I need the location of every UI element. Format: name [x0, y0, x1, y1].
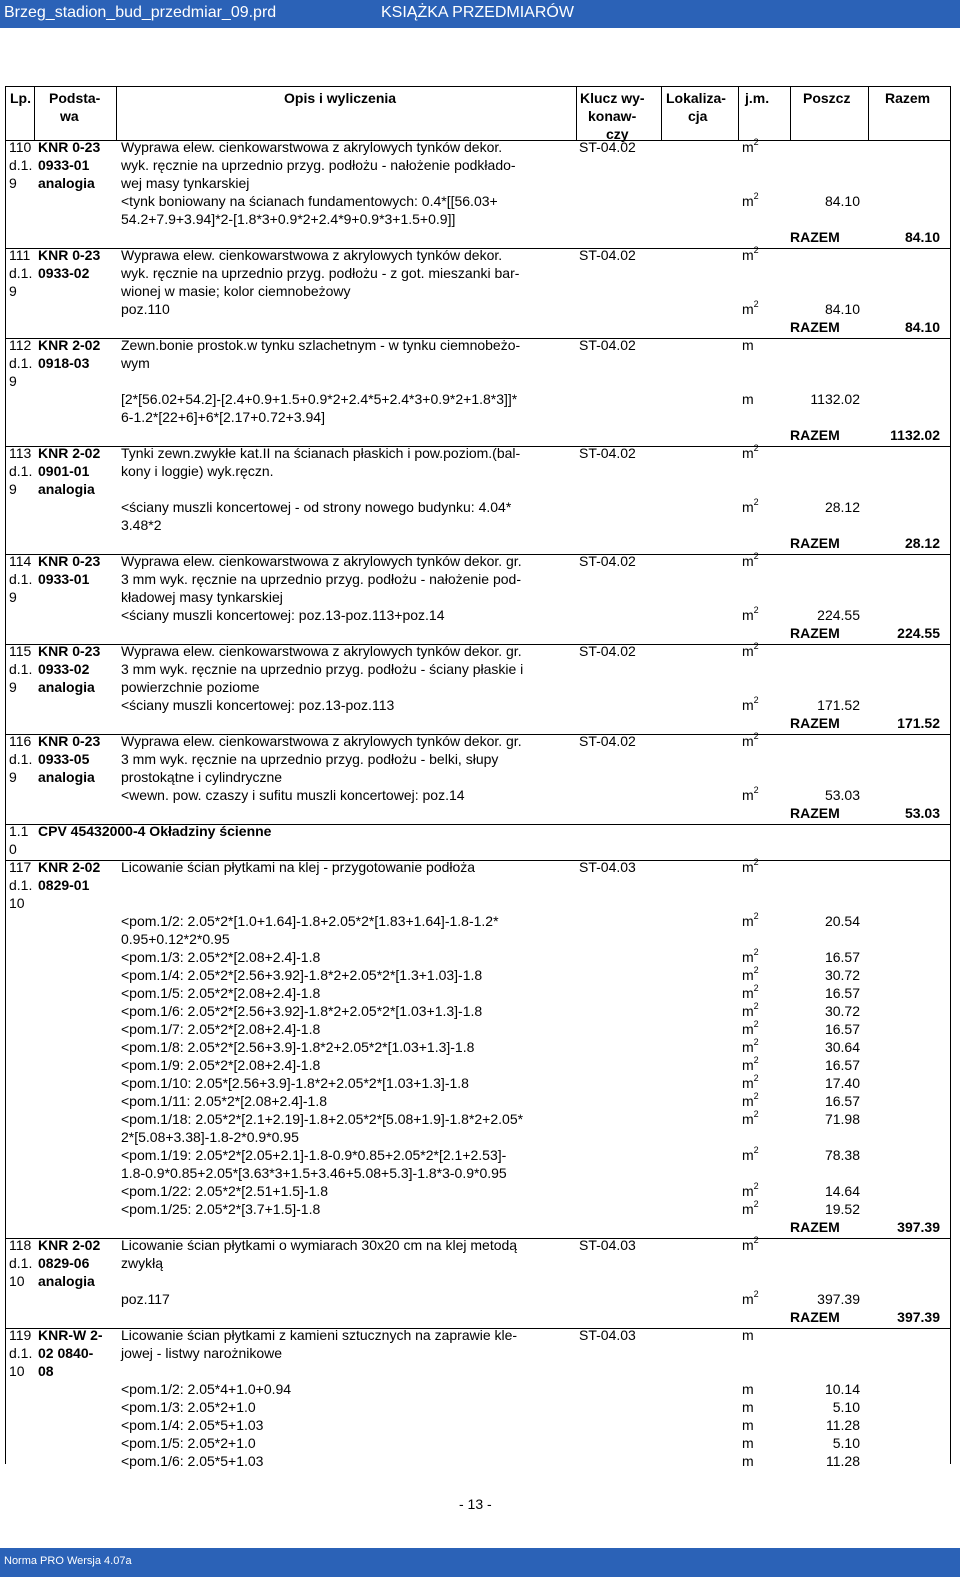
- description-line: kładowej masy tynkarskiej: [121, 589, 283, 605]
- partial-quantity: 5.10: [832, 1399, 860, 1415]
- partial-quantity: 20.54: [824, 913, 860, 929]
- header-podstawa-1: Podsta-: [49, 90, 101, 106]
- header-poszcz: Poszcz: [803, 90, 851, 106]
- header-klucz-2: konaw-: [588, 108, 637, 124]
- lp-cell: d.1.: [9, 751, 33, 767]
- lp-cell: 116: [9, 733, 32, 749]
- razem-value: 84.10: [904, 319, 940, 335]
- unit-cell: [742, 1092, 759, 1110]
- row-separator: [5, 140, 951, 141]
- podstawa-cell: analogia: [38, 1273, 95, 1289]
- partial-quantity: 16.57: [824, 1021, 860, 1037]
- partial-quantity: 84.10: [824, 193, 860, 209]
- description-line: <pom.1/19: 2.05*2*[2.05+2.1]-1.8-0.9*0.85+2.05*2*[2.1+2.53]-: [121, 1147, 507, 1163]
- lp-cell: 0: [9, 841, 17, 857]
- description-line: 3.48*2: [121, 517, 162, 533]
- lp-cell: d.1.: [9, 877, 33, 893]
- description-line: <ściany muszli koncertowej - od strony nowego budynku: 4.04*: [121, 499, 512, 515]
- unit-exponent: 2: [753, 947, 759, 957]
- unit-cell-text: m: [742, 913, 754, 929]
- unit-exponent: 2: [753, 911, 759, 921]
- unit-cell: [742, 1110, 759, 1128]
- podstawa-cell: KNR 0-23: [38, 247, 101, 263]
- partial-quantity: 19.52: [824, 1201, 860, 1217]
- description-line: 3 mm wyk. ręcznie na uprzednio przyg. podłożu - ściany płaskie i: [121, 661, 524, 677]
- description-line: <pom.1/9: 2.05*2*[2.08+2.4]-1.8: [121, 1057, 321, 1073]
- software-version: Norma PRO Wersja 4.07a: [4, 1555, 132, 1567]
- lp-cell: 119: [9, 1327, 32, 1343]
- header-lokalizacja-2: cja: [688, 108, 708, 124]
- podstawa-cell: KNR 0-23: [38, 733, 101, 749]
- lp-cell: d.1.: [9, 157, 33, 173]
- razem-label: RAZEM: [790, 715, 840, 731]
- razem-label: RAZEM: [790, 1219, 840, 1235]
- unit-cell: m: [742, 1327, 754, 1343]
- description-line: <pom.1/6: 2.05*2*[2.56+3.92]-1.8*2+2.05*2*[1.03+1.3]-1.8: [121, 1003, 483, 1019]
- description-line: <pom.1/3: 2.05*2*[2.08+2.4]-1.8: [121, 949, 321, 965]
- header-col-divider: [34, 86, 35, 140]
- description-line: <pom.1/8: 2.05*2*[2.56+3.9]-1.8*2+2.05*2*[1.03+1.3]-1.8: [121, 1039, 475, 1055]
- unit-cell: [742, 786, 759, 804]
- header-jm: j.m.: [745, 90, 770, 106]
- unit-cell-text: m: [742, 967, 754, 983]
- lp-cell: 114: [9, 553, 32, 569]
- row-separator: [5, 554, 951, 555]
- description-line: Wyprawa elew. cienkowarstwowa z akrylowych tynków dekor.: [121, 139, 503, 155]
- partial-quantity: 17.40: [824, 1075, 860, 1091]
- podstawa-cell: analogia: [38, 769, 95, 785]
- podstawa-cell: KNR-W 2-: [38, 1327, 103, 1343]
- razem-value: 53.03: [904, 805, 940, 821]
- description-line: <ściany muszli koncertowej: poz.13-poz.113: [121, 697, 395, 713]
- lp-cell: 9: [9, 589, 17, 605]
- lp-cell: 10: [9, 895, 25, 911]
- row-separator: [5, 248, 951, 249]
- unit-cell-text: m: [742, 1291, 754, 1307]
- unit-cell-text: m: [742, 949, 754, 965]
- description-line: Tynki zewn.zwykłe kat.II na ścianach płaskich i pow.poziom.(bal-: [121, 445, 521, 461]
- partial-quantity: 28.12: [824, 499, 860, 515]
- unit-cell-text: m: [742, 697, 754, 713]
- partial-quantity: 53.03: [824, 787, 860, 803]
- unit-cell-text: m: [742, 1003, 754, 1019]
- unit-cell-text: m: [742, 1237, 754, 1253]
- description-line: <pom.1/2: 2.05*2*[1.0+1.64]-1.8+2.05*2*[1.83+1.64]-1.8-1.2*: [121, 913, 499, 929]
- row-separator: [5, 446, 951, 447]
- unit-cell-text: m: [742, 607, 754, 623]
- podstawa-cell: KNR 0-23: [38, 139, 101, 155]
- podstawa-cell: 0933-01: [38, 571, 90, 587]
- unit-cell-text: m: [742, 733, 754, 749]
- description-line: <tynk boniowany na ścianach fundamentowych: 0.4*[[56.03+: [121, 193, 498, 209]
- unit-cell: [742, 606, 759, 624]
- lp-cell: 117: [9, 859, 32, 875]
- table-right-border: [950, 86, 951, 1464]
- description-line: <pom.1/11: 2.05*2*[2.08+2.4]-1.8: [121, 1093, 328, 1109]
- book-title: KSIĄŻKA PRZEDMIARÓW: [381, 4, 574, 21]
- description-line: wym: [121, 355, 150, 371]
- unit-cell: [742, 1056, 759, 1074]
- lp-cell: 111: [9, 247, 31, 263]
- description-line: 1.8-0.9*0.85+2.05*[3.63*3+1.5+3.46+5.08+5.3]-1.8*3-0.9*0.95: [121, 1165, 507, 1181]
- unit-cell: [742, 1038, 759, 1056]
- lp-cell: 10: [9, 1363, 25, 1379]
- description-line: Licowanie ścian płytkami na klej - przygotowanie podłoża: [121, 859, 476, 875]
- unit-exponent: 2: [753, 731, 759, 741]
- description-line: [2*[56.02+54.2]-[2.4+0.9+1.5+0.9*2+2.4*5+2.4*3+0.9*2+1.8*3]]*: [121, 391, 518, 407]
- razem-value: 84.10: [904, 229, 940, 245]
- unit-cell: [742, 1074, 759, 1092]
- unit-cell: [742, 498, 759, 516]
- partial-quantity: 171.52: [817, 697, 860, 713]
- unit-cell-text: m: [742, 1075, 754, 1091]
- razem-value: 28.12: [904, 535, 940, 551]
- description-line: <wewn. pow. czaszy i sufitu muszli koncertowej: poz.14: [121, 787, 465, 803]
- unit-exponent: 2: [753, 785, 759, 795]
- description-line: <pom.1/4: 2.05*5+1.03: [121, 1417, 264, 1433]
- unit-exponent: 2: [753, 965, 759, 975]
- description-line: <pom.1/10: 2.05*[2.56+3.9]-1.8*2+2.05*2*[1.03+1.3]-1.8: [121, 1075, 469, 1091]
- description-line: 3 mm wyk. ręcznie na uprzednio przyg. podłożu - belki, słupy: [121, 751, 499, 767]
- spec-key: ST-04.03: [579, 1327, 636, 1343]
- unit-exponent: 2: [753, 1145, 759, 1155]
- description-line: 3 mm wyk. ręcznie na uprzednio przyg. podłożu - nałożenie pod-: [121, 571, 521, 587]
- unit-cell: m: [742, 1453, 754, 1469]
- podstawa-cell: 0933-02: [38, 661, 90, 677]
- unit-exponent: 2: [753, 497, 759, 507]
- unit-cell: m: [742, 391, 754, 407]
- description-line: <pom.1/3: 2.05*2+1.0: [121, 1399, 256, 1415]
- header-col-divider: [576, 86, 577, 140]
- lp-cell: 9: [9, 679, 17, 695]
- description-line: 2*[5.08+3.38]-1.8-2*0.9*0.95: [121, 1129, 299, 1145]
- description-line: 6-1.2*[22+6]+6*[2.17+0.72+3.94]: [121, 409, 325, 425]
- unit-exponent: 2: [753, 1055, 759, 1065]
- razem-value: 1132.02: [890, 427, 940, 443]
- unit-cell: m: [742, 1399, 754, 1415]
- unit-cell-text: m: [742, 1201, 754, 1217]
- header-col-divider: [661, 86, 662, 140]
- unit-cell-text: m: [742, 499, 754, 515]
- lp-cell: 1.1: [9, 823, 29, 839]
- description-line: <pom.1/2: 2.05*4+1.0+0.94: [121, 1381, 292, 1397]
- unit-exponent: 2: [753, 443, 759, 453]
- unit-exponent: 2: [753, 605, 759, 615]
- partial-quantity: 30.64: [824, 1039, 860, 1055]
- unit-cell: [742, 696, 759, 714]
- podstawa-cell: 0933-02: [38, 265, 90, 281]
- unit-cell-text: m: [742, 985, 754, 1001]
- unit-exponent: 2: [753, 983, 759, 993]
- razem-value: 397.39: [897, 1219, 940, 1235]
- unit-cell-text: m: [742, 1039, 754, 1055]
- description-line: 0.95+0.12*2*0.95: [121, 931, 230, 947]
- unit-cell-text: m: [742, 139, 754, 155]
- partial-quantity: 10.14: [824, 1381, 860, 1397]
- unit-exponent: 2: [753, 191, 759, 201]
- description-line: <pom.1/25: 2.05*2*[3.7+1.5]-1.8: [121, 1201, 321, 1217]
- unit-cell-text: m: [742, 1057, 754, 1073]
- unit-cell: [742, 1290, 759, 1308]
- description-line: kony i loggie) wyk.ręczn.: [121, 463, 274, 479]
- header-col-divider: [790, 86, 791, 140]
- podstawa-cell: analogia: [38, 481, 95, 497]
- description-line: Licowanie ścian płytkami o wymiarach 30x20 cm na klej metodą: [121, 1237, 518, 1253]
- header-klucz-1: Klucz wy-: [580, 90, 645, 106]
- razem-label: RAZEM: [790, 229, 840, 245]
- description-line: wyk. ręcznie na uprzednio przyg. podłożu - nałożenie podkłado-: [121, 157, 516, 173]
- partial-quantity: 84.10: [824, 301, 860, 317]
- podstawa-cell: KNR 2-02: [38, 1237, 101, 1253]
- unit-cell-text: m: [742, 247, 754, 263]
- partial-quantity: 14.64: [824, 1183, 860, 1199]
- podstawa-cell: analogia: [38, 679, 95, 695]
- razem-value: 224.55: [897, 625, 940, 641]
- unit-cell: [742, 1020, 759, 1038]
- lp-cell: 110: [9, 139, 32, 155]
- description-line: powierzchnie poziome: [121, 679, 260, 695]
- lp-cell: d.1.: [9, 1255, 33, 1271]
- spec-key: ST-04.02: [579, 247, 636, 263]
- description-line: poz.110: [121, 301, 170, 317]
- header-podstawa-2: wa: [60, 108, 79, 124]
- unit-cell: [742, 1182, 759, 1200]
- spec-key: ST-04.02: [579, 553, 636, 569]
- unit-exponent: 2: [753, 1181, 759, 1191]
- unit-cell-text: m: [742, 301, 754, 317]
- unit-cell-text: m: [742, 553, 754, 569]
- header-klucz-3: czy: [606, 126, 629, 142]
- unit-cell-text: m: [742, 1147, 754, 1163]
- description-line: Wyprawa elew. cienkowarstwowa z akrylowych tynków dekor. gr.: [121, 553, 522, 569]
- partial-quantity: 30.72: [824, 1003, 860, 1019]
- lp-cell: d.1.: [9, 661, 33, 677]
- table-left-border: [5, 86, 6, 1464]
- header-lp: Lp.: [10, 90, 31, 106]
- spec-key: ST-04.02: [579, 733, 636, 749]
- spec-key: ST-04.03: [579, 859, 636, 875]
- partial-quantity: 16.57: [824, 1057, 860, 1073]
- partial-quantity: 71.98: [824, 1111, 860, 1127]
- header-col-divider: [738, 86, 739, 140]
- unit-cell: [742, 300, 759, 318]
- podstawa-cell: KNR 0-23: [38, 553, 101, 569]
- page-number: - 13 -: [459, 1496, 492, 1512]
- partial-quantity: 11.28: [826, 1453, 860, 1469]
- lp-cell: d.1.: [9, 463, 33, 479]
- razem-label: RAZEM: [790, 625, 840, 641]
- partial-quantity: 1132.02: [810, 391, 860, 407]
- description-line: <pom.1/6: 2.05*5+1.03: [121, 1453, 264, 1469]
- description-line: prostokątne i cylindryczne: [121, 769, 283, 785]
- unit-exponent: 2: [753, 695, 759, 705]
- row-separator: [5, 734, 951, 735]
- unit-exponent: 2: [753, 1289, 759, 1299]
- partial-quantity: 16.57: [824, 1093, 860, 1109]
- lp-cell: 9: [9, 283, 17, 299]
- podstawa-cell: KNR 2-02: [38, 337, 101, 353]
- lp-cell: d.1.: [9, 571, 33, 587]
- podstawa-cell: KNR 0-23: [38, 643, 101, 659]
- unit-exponent: 2: [753, 551, 759, 561]
- section-title: CPV 45432000-4 Okładziny ścienne: [38, 823, 272, 839]
- podstawa-cell: 0933-01: [38, 157, 90, 173]
- description-line: Wyprawa elew. cienkowarstwowa z akrylowych tynków dekor. gr.: [121, 643, 522, 659]
- spec-key: ST-04.02: [579, 139, 636, 155]
- unit-cell: [742, 1002, 759, 1020]
- unit-cell-text: m: [742, 859, 754, 875]
- header-lokalizacja-1: Lokaliza-: [666, 90, 726, 106]
- razem-label: RAZEM: [790, 805, 840, 821]
- description-line: Wyprawa elew. cienkowarstwowa z akrylowych tynków dekor. gr.: [121, 733, 522, 749]
- unit-cell: m: [742, 337, 754, 353]
- podstawa-cell: analogia: [38, 175, 95, 191]
- row-separator: [5, 860, 951, 861]
- podstawa-cell: 0829-01: [38, 877, 90, 893]
- spec-key: ST-04.03: [579, 1237, 636, 1253]
- unit-exponent: 2: [753, 1019, 759, 1029]
- description-line: <pom.1/5: 2.05*2+1.0: [121, 1435, 256, 1451]
- razem-label: RAZEM: [790, 535, 840, 551]
- spec-key: ST-04.02: [579, 445, 636, 461]
- row-separator: [5, 644, 951, 645]
- description-line: wionej w masie; kolor ciemnobeżowy: [121, 283, 351, 299]
- lp-cell: d.1.: [9, 1345, 33, 1361]
- unit-cell: [742, 192, 759, 210]
- partial-quantity: 16.57: [824, 985, 860, 1001]
- podstawa-cell: 0901-01: [38, 463, 90, 479]
- partial-quantity: 16.57: [824, 949, 860, 965]
- unit-exponent: 2: [753, 1001, 759, 1011]
- unit-exponent: 2: [753, 857, 759, 867]
- unit-cell: [742, 966, 759, 984]
- header-opis: Opis i wyliczenia: [284, 90, 397, 106]
- description-line: Licowanie ścian płytkami z kamieni sztucznych na zaprawie kle-: [121, 1327, 518, 1343]
- lp-cell: 113: [9, 445, 32, 461]
- podstawa-cell: 0918-03: [38, 355, 90, 371]
- partial-quantity: 30.72: [824, 967, 860, 983]
- file-name: Brzeg_stadion_bud_przedmiar_09.prd: [4, 4, 277, 21]
- lp-cell: 118: [9, 1237, 32, 1253]
- unit-cell: [742, 984, 759, 1002]
- unit-cell: [742, 1146, 759, 1164]
- description-line: <pom.1/22: 2.05*2*[2.51+1.5]-1.8: [121, 1183, 329, 1199]
- description-line: Wyprawa elew. cienkowarstwowa z akrylowych tynków dekor.: [121, 247, 503, 263]
- podstawa-cell: 02 0840-: [38, 1345, 94, 1361]
- spec-key: ST-04.02: [579, 643, 636, 659]
- description-line: <pom.1/7: 2.05*2*[2.08+2.4]-1.8: [121, 1021, 321, 1037]
- spec-key: ST-04.02: [579, 337, 636, 353]
- unit-exponent: 2: [753, 1091, 759, 1101]
- description-line: jowej - listwy narożnikowe: [121, 1345, 283, 1361]
- description-line: <pom.1/5: 2.05*2*[2.08+2.4]-1.8: [121, 985, 321, 1001]
- lp-cell: 9: [9, 175, 17, 191]
- header-col-divider: [116, 86, 117, 140]
- unit-cell-text: m: [742, 1183, 754, 1199]
- description-line: 54.2+7.9+3.94]*2-[1.8*3+0.9*2+2.4*9+0.9*3+1.5+0.9]]: [121, 211, 456, 227]
- unit-cell-text: m: [742, 787, 754, 803]
- description-line: zwykłą: [121, 1255, 164, 1271]
- partial-quantity: 5.10: [832, 1435, 860, 1451]
- razem-value: 397.39: [897, 1309, 940, 1325]
- unit-cell-text: m: [742, 1093, 754, 1109]
- razem-value: 171.52: [897, 715, 940, 731]
- lp-cell: 112: [9, 337, 32, 353]
- header-razem: Razem: [885, 90, 931, 106]
- unit-cell: [742, 1200, 759, 1218]
- lp-cell: 9: [9, 373, 17, 389]
- header-col-divider: [868, 86, 869, 140]
- description-line: Zewn.bonie prostok.w tynku szlachetnym - w tynku ciemnobeżo-: [121, 337, 521, 353]
- header-top-border: [5, 86, 951, 87]
- row-separator: [5, 1238, 951, 1239]
- lp-cell: d.1.: [9, 355, 33, 371]
- unit-cell: [742, 948, 759, 966]
- title-bar: [0, 0, 960, 28]
- podstawa-cell: 0933-05: [38, 751, 90, 767]
- podstawa-cell: 0829-06: [38, 1255, 90, 1271]
- description-line: wyk. ręcznie na uprzednio przyg. podłożu - z got. mieszanki bar-: [121, 265, 520, 281]
- lp-cell: 9: [9, 481, 17, 497]
- partial-quantity: 397.39: [817, 1291, 860, 1307]
- unit-exponent: 2: [753, 641, 759, 651]
- unit-cell-text: m: [742, 445, 754, 461]
- unit-cell: m: [742, 1435, 754, 1451]
- description-line: <ściany muszli koncertowej: poz.13-poz.113+poz.14: [121, 607, 445, 623]
- lp-cell: d.1.: [9, 265, 33, 281]
- lp-cell: 9: [9, 769, 17, 785]
- description-line: poz.117: [121, 1291, 170, 1307]
- unit-cell: m: [742, 1417, 754, 1433]
- row-separator: [5, 824, 951, 825]
- podstawa-cell: 08: [38, 1363, 54, 1379]
- lp-cell: 115: [9, 643, 32, 659]
- row-separator: [5, 338, 951, 339]
- description-line: <pom.1/4: 2.05*2*[2.56+3.92]-1.8*2+2.05*2*[1.3+1.03]-1.8: [121, 967, 483, 983]
- unit-cell-text: m: [742, 643, 754, 659]
- partial-quantity: 78.38: [824, 1147, 860, 1163]
- lp-cell: 10: [9, 1273, 25, 1289]
- podstawa-cell: KNR 2-02: [38, 445, 101, 461]
- unit-cell: [742, 912, 759, 930]
- description-line: <pom.1/18: 2.05*2*[2.1+2.19]-1.8+2.05*2*[5.08+1.9]-1.8*2+2.05*: [121, 1111, 524, 1127]
- unit-exponent: 2: [753, 137, 759, 147]
- unit-cell-text: m: [742, 1021, 754, 1037]
- razem-label: RAZEM: [790, 427, 840, 443]
- unit-exponent: 2: [753, 1109, 759, 1119]
- unit-exponent: 2: [753, 1199, 759, 1209]
- unit-exponent: 2: [753, 1235, 759, 1245]
- unit-exponent: 2: [753, 245, 759, 255]
- razem-label: RAZEM: [790, 1309, 840, 1325]
- unit-cell-text: m: [742, 193, 754, 209]
- partial-quantity: 11.28: [826, 1417, 860, 1433]
- footer-bar: [0, 1548, 960, 1577]
- row-separator: [5, 1328, 951, 1329]
- unit-cell: m: [742, 1381, 754, 1397]
- razem-label: RAZEM: [790, 319, 840, 335]
- unit-exponent: 2: [753, 1037, 759, 1047]
- unit-exponent: 2: [753, 299, 759, 309]
- description-line: wej masy tynkarskiej: [121, 175, 250, 191]
- unit-cell-text: m: [742, 1111, 754, 1127]
- unit-exponent: 2: [753, 1073, 759, 1083]
- podstawa-cell: KNR 2-02: [38, 859, 101, 875]
- partial-quantity: 224.55: [817, 607, 860, 623]
